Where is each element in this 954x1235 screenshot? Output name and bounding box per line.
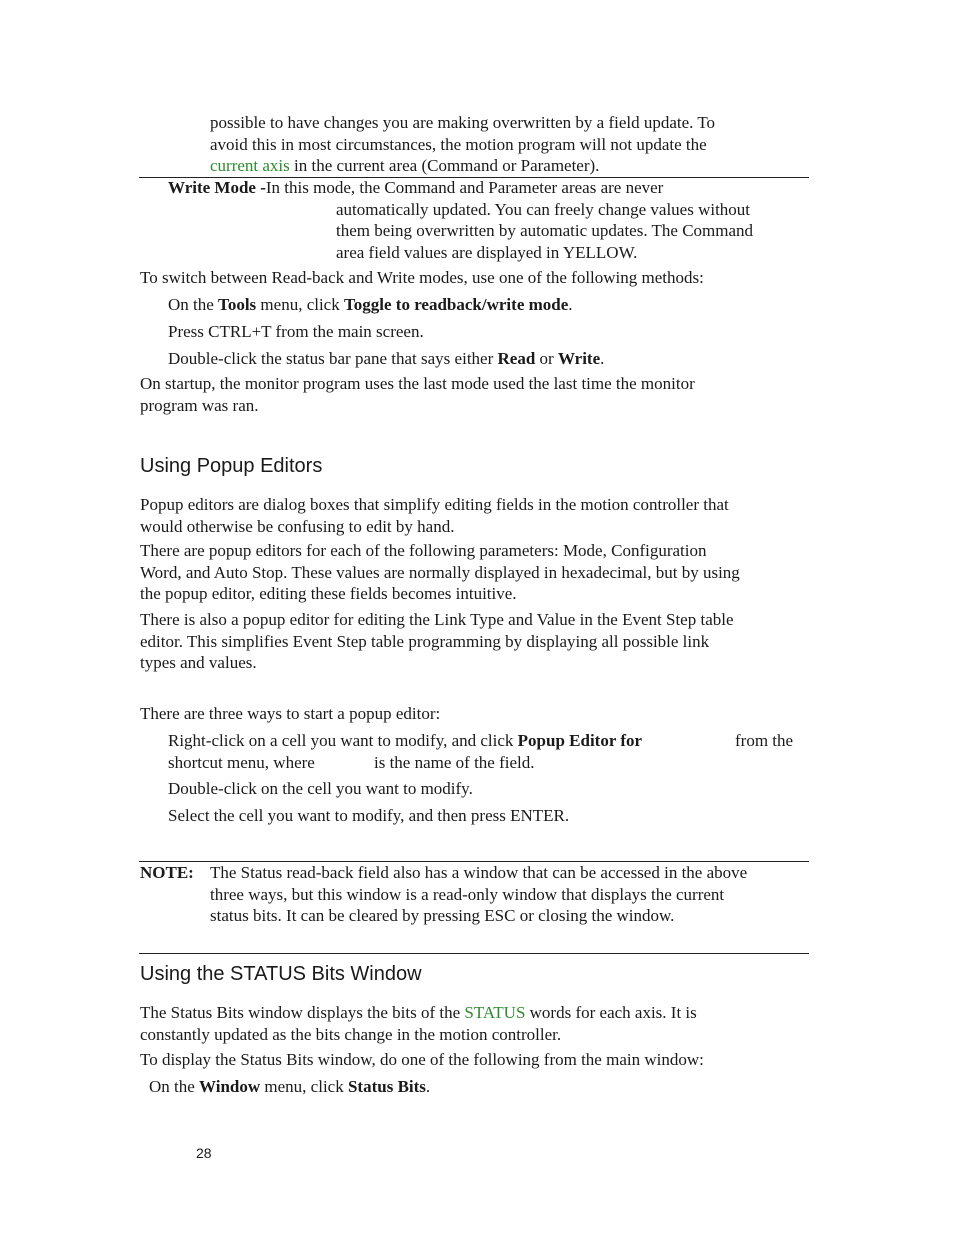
text-line: three ways, but this window is a read-only window that displays the current [210, 884, 725, 904]
text-line: area field values are displayed in YELLOW. [336, 242, 638, 262]
write-mode-entry [168, 177, 808, 199]
popup-way-1-field-text: is the name of the field. [374, 752, 535, 772]
popup-paragraph-2 [140, 540, 810, 605]
text-line: There is also a popup editor for editing the Link Type and Value in the Event Step table [140, 610, 734, 629]
text-line: Write Mode -In this mode, the Command and Parameter areas are never [168, 178, 664, 197]
text-line: Popup editors are dialog boxes that simplify editing fields in the motion controller that [140, 495, 729, 514]
text-line: types and values. [140, 653, 257, 672]
text-line: possible to have changes you are making overwritten by a field update. To [210, 113, 716, 132]
text-line: current axis in the current area (Command or Parameter). [210, 156, 600, 175]
note-bottom-rule [139, 953, 809, 954]
switch-intro: To switch between Read-back and Write modes, use one of the following methods: [140, 268, 704, 287]
text-line: the popup editor, editing these fields becomes intuitive. [140, 584, 517, 603]
popup-paragraph-3 [140, 609, 810, 674]
write-mode-term: Write Mode - [168, 178, 266, 197]
popup-editors-heading: Using Popup Editors [140, 455, 323, 477]
text-line: program was ran. [140, 395, 259, 415]
text-line: them being overwritten by automatic updates. The Command [336, 221, 754, 240]
status-bits-heading: Using the STATUS Bits Window [140, 963, 422, 985]
text-line: The Status read-back field also has a window that can be accessed in the above [210, 863, 748, 882]
status-paragraph-1 [140, 1002, 810, 1045]
switch-method-3: Double-click the status bar pane that says either Read or Write. [168, 349, 605, 368]
text-line: On startup, the monitor program uses the last mode used the last time the monitor [140, 374, 695, 393]
note-text [210, 862, 810, 927]
text-line: Right-click on a cell you want to modify, and click Popup Editor for [168, 731, 643, 750]
text-line: shortcut menu, where [168, 752, 315, 772]
page-number: 28 [196, 1145, 212, 1161]
text-line: avoid this in most circumstances, the motion program will not update the [210, 134, 707, 154]
current-axis-link[interactable]: current axis [210, 156, 290, 175]
status-link[interactable]: STATUS [464, 1003, 526, 1022]
switch-method-2: Press CTRL+T from the main screen. [168, 322, 424, 341]
popup-paragraph-1 [140, 494, 810, 537]
text-line: constantly updated as the bits change in the motion controller. [140, 1024, 562, 1044]
text-line: Word, and Auto Stop. These values are normally displayed in hexadecimal, but by using [140, 562, 740, 582]
text-line: editor. This simplifies Event Step table programming by displaying all possible link [140, 631, 710, 651]
status-paragraph-2: To display the Status Bits window, do one of the following from the main window: [140, 1050, 704, 1069]
note-label: NOTE: [140, 863, 194, 882]
text-line: status bits. It can be cleared by pressing ESC or closing the window. [210, 906, 675, 925]
switch-method-1: On the Tools menu, click Toggle to readback/write mode. [168, 295, 573, 314]
continuation-paragraph [210, 112, 810, 177]
status-method-1: On the Window menu, click Status Bits. [149, 1077, 431, 1096]
popup-way-2: Double-click on the cell you want to modify. [168, 779, 473, 798]
popup-ways-intro: There are three ways to start a popup editor: [140, 704, 441, 723]
startup-paragraph [140, 373, 810, 416]
popup-way-1-tail: from the [735, 731, 794, 750]
popup-way-3: Select the cell you want to modify, and then press ENTER. [168, 806, 570, 825]
text-line: would otherwise be confusing to edit by hand. [140, 516, 455, 536]
text-line: There are popup editors for each of the following parameters: Mode, Configuration [140, 541, 707, 560]
text-line: The Status Bits window displays the bits of the STATUS words for each axis. It is [140, 1003, 697, 1022]
write-mode-description [336, 199, 806, 264]
text-line: automatically updated. You can freely change values without [336, 199, 751, 219]
